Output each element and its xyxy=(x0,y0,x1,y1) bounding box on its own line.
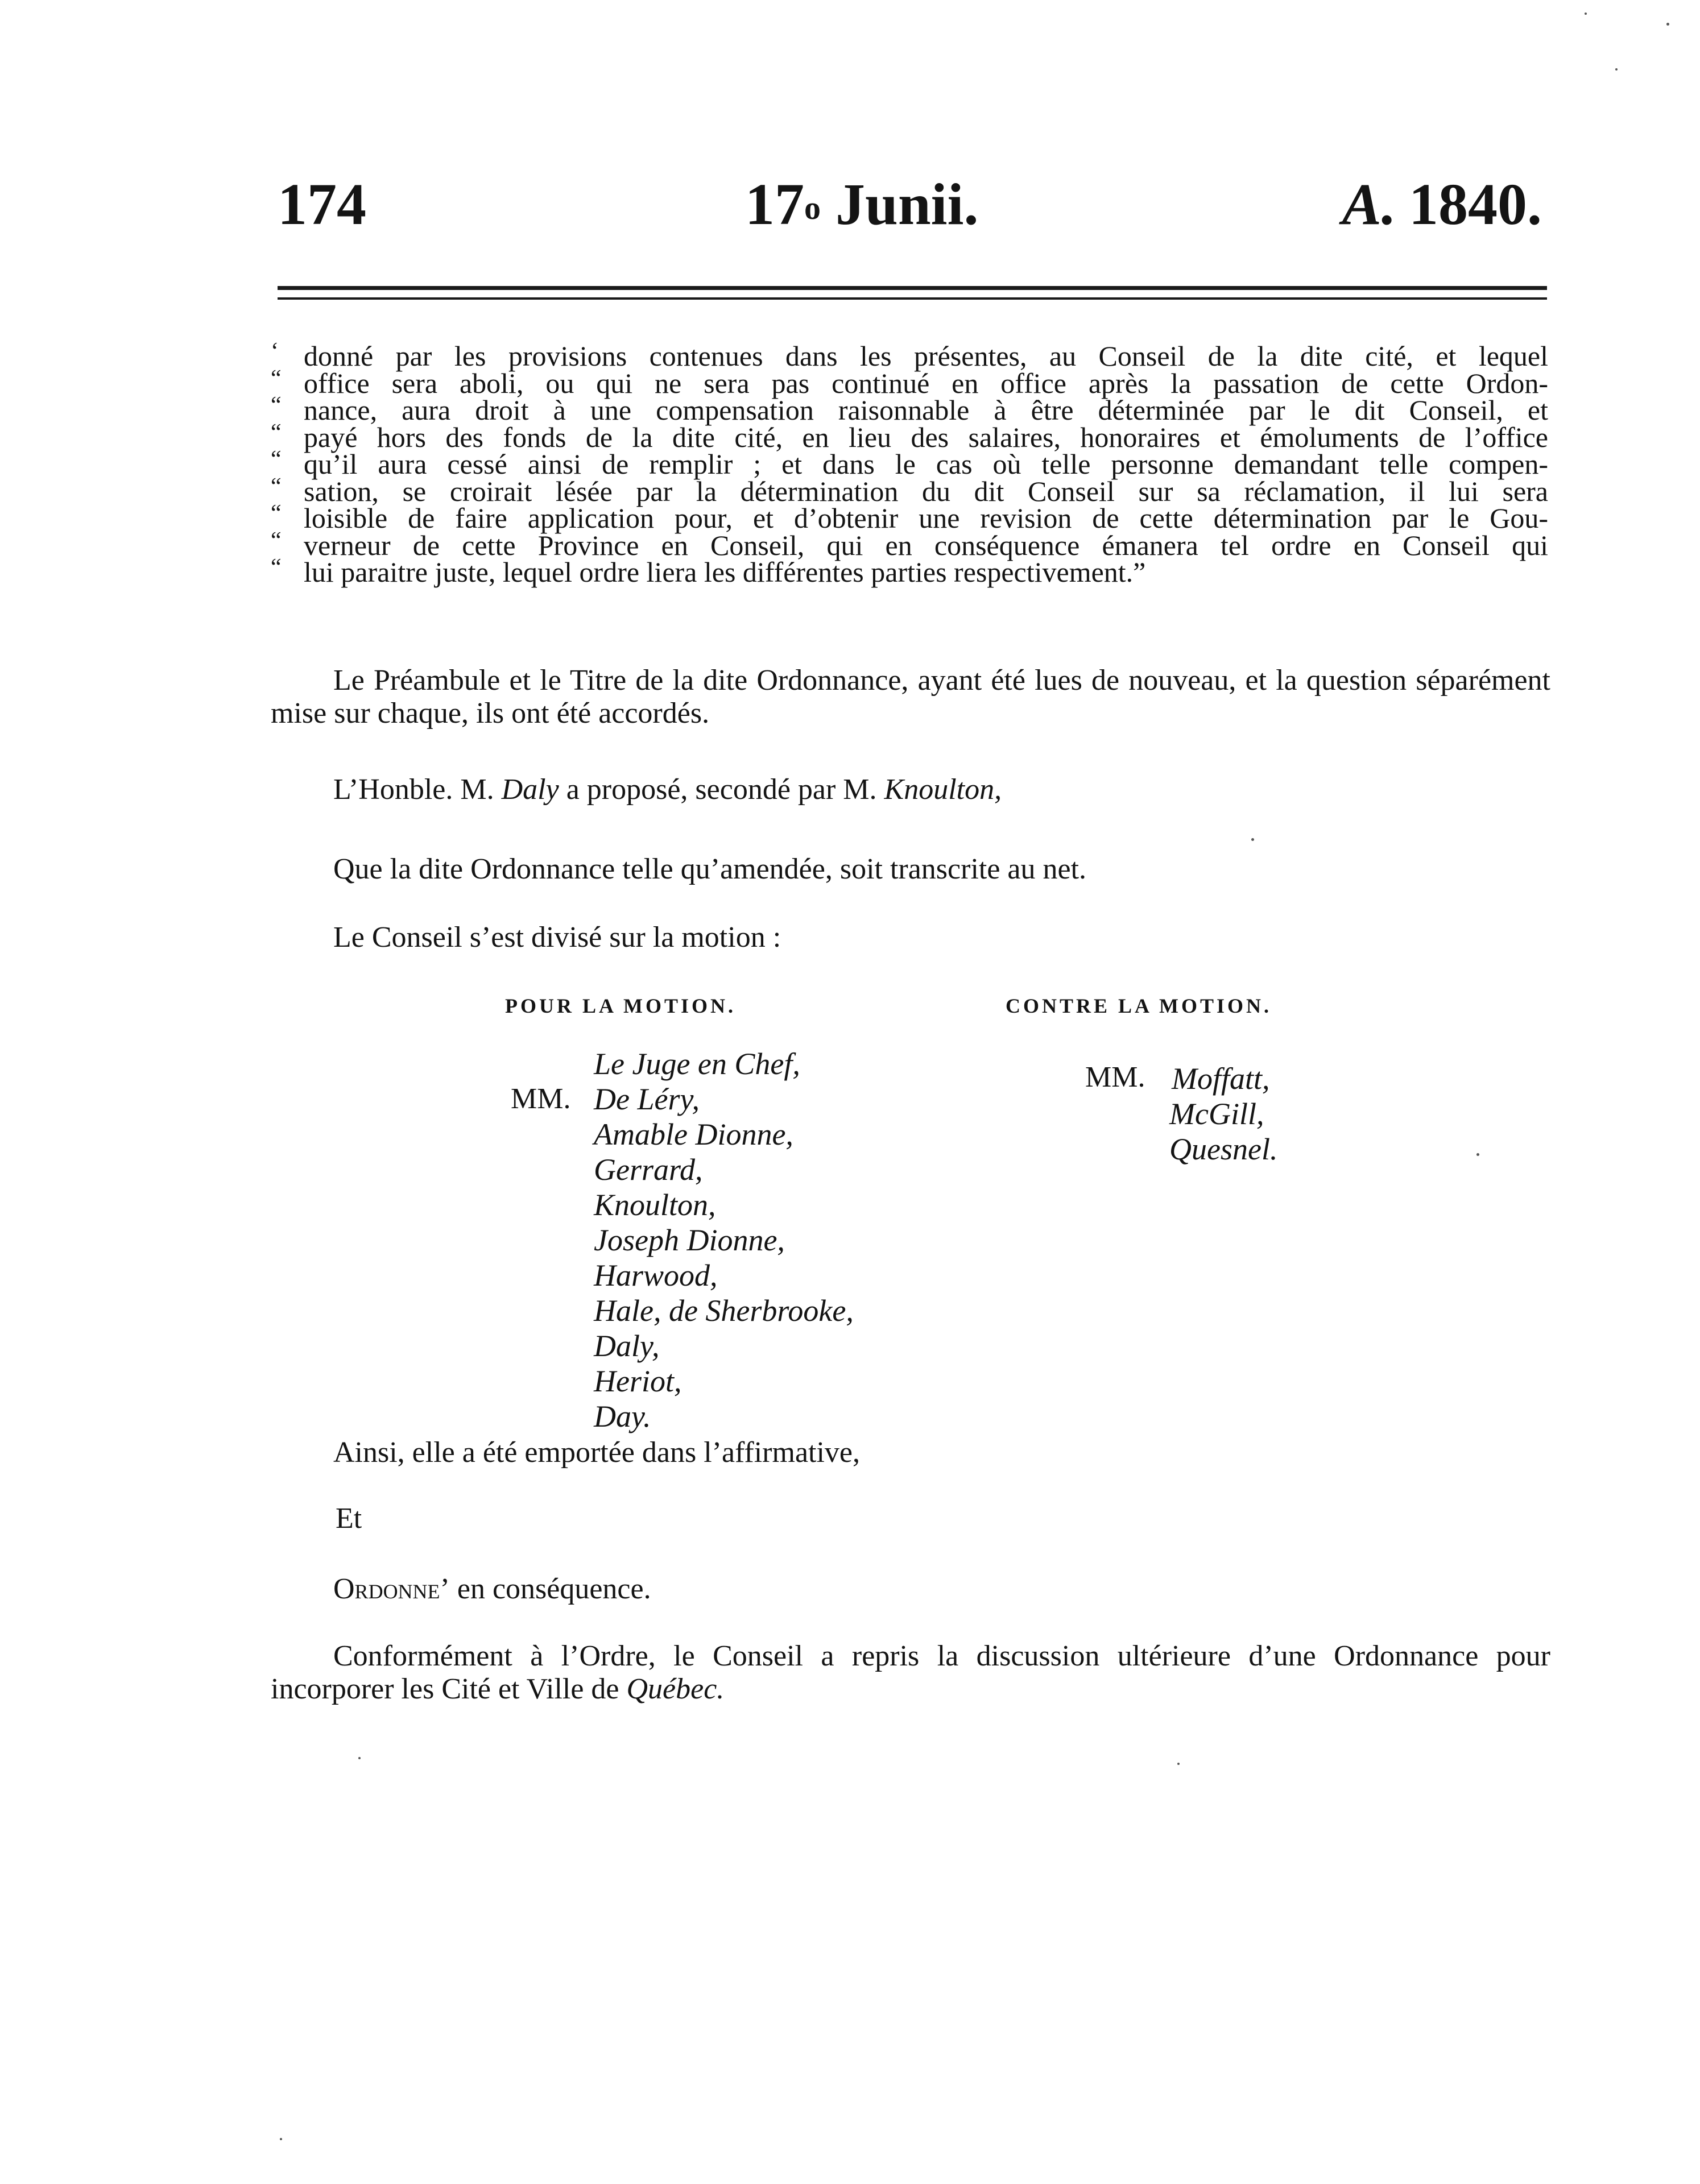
contre-name: Moffatt, xyxy=(1172,1062,1270,1096)
quote-line-text: payé hors des fonds de la dite cité, en lieu des salaires, honoraires et émoluments de l’office xyxy=(304,421,1548,453)
quote-line-text: loisible de faire application pour, et d’obtenir une revision de cette détermination par le Gou- xyxy=(304,502,1548,534)
scan-speck xyxy=(1251,838,1254,841)
header-rule-thin xyxy=(278,297,1547,300)
quote-line-text: office sera aboli, ou qui ne sera pas continué en office après la passation de cette Ordon- xyxy=(304,367,1548,399)
pour-name: Harwood, xyxy=(594,1258,718,1292)
quote-mark: “ xyxy=(271,392,282,418)
pour-name: De Léry, xyxy=(594,1082,700,1116)
quote-line-text: nance, aura droit à une compensation raisonnable à être déterminée par le dit Conseil, et xyxy=(304,394,1548,426)
contre-name: McGill, xyxy=(1169,1097,1264,1131)
quote-line xyxy=(271,338,1548,372)
pour-name: Knoulton, xyxy=(594,1188,716,1222)
ordonne-line xyxy=(333,1573,651,1606)
pour-name: Joseph Dionne, xyxy=(594,1223,785,1257)
conformement-text: Conformément à l’Ordre, le Conseil a repris la discussion ultérieure d’une Ordonnance pour incorporer les Cité et Ville de xyxy=(271,1640,1550,1705)
motion-prefix: L’Honble. M. xyxy=(333,773,494,806)
year-prefix: A. xyxy=(1342,172,1396,237)
motion-text: Que la dite Ordonnance telle qu’amendée, soit transcrite au net. xyxy=(333,853,1087,885)
scan-speck xyxy=(1666,23,1669,26)
contre-names-list xyxy=(1169,1061,1278,1167)
contre-name: Quesnel. xyxy=(1169,1132,1278,1166)
quote-line xyxy=(271,392,1548,426)
pour-names-list xyxy=(594,1046,854,1434)
quote-mark: “ xyxy=(271,500,282,527)
quote-line-text: verneur de cette Province en Conseil, qui en conséquence émanera tel ordre en Conseil qui xyxy=(304,529,1548,561)
scan-speck xyxy=(1177,1763,1180,1765)
quote-line xyxy=(271,527,1548,561)
scan-speck xyxy=(358,1757,361,1759)
division-line: Le Conseil s’est divisé sur la motion : xyxy=(333,921,781,954)
quote-line-text: qu’il aura cessé ainsi de remplir ; et dans le cas où telle personne demandant telle compen- xyxy=(304,448,1548,480)
quote-line-text: lui paraitre juste, lequel ordre liera les différentes parties respectivement.” xyxy=(304,556,1146,588)
quote-line xyxy=(271,446,1548,480)
et-line: Et xyxy=(336,1502,362,1535)
motion-seconder: Knoulton, xyxy=(884,773,1002,806)
quote-line-text: donné par les provisions contenues dans les présentes, au Conseil de la dite cité, et lequel xyxy=(304,340,1548,372)
pour-mm-label: MM. xyxy=(511,1083,571,1115)
contre-mm-label: MM. xyxy=(1085,1061,1145,1093)
pour-name: Amable Dionne, xyxy=(594,1117,793,1151)
header-rule-thick xyxy=(278,286,1547,290)
scan-speck xyxy=(1476,1153,1479,1156)
preamble-paragraph: Le Préambule et le Titre de la dite Ordonnance, ayant été lues de nouveau, et la question séparément mise sur chaque, ils ont été accordés. xyxy=(271,664,1550,730)
quote-mark: “ xyxy=(271,365,282,392)
page-number: 174 xyxy=(278,172,366,237)
pour-heading: POUR LA MOTION. xyxy=(505,994,737,1017)
pour-name: Day. xyxy=(594,1399,651,1433)
pour-name: Hale, de Sherbrooke, xyxy=(594,1294,854,1328)
ordonne-word: Ordonne’ xyxy=(333,1573,450,1605)
quote-line-text: sation, se croirait lésée par la détermination du dit Conseil sur sa réclamation, il lui sera xyxy=(304,475,1548,507)
pour-name: Le Juge en Chef, xyxy=(594,1047,800,1081)
year-value: 1840. xyxy=(1409,172,1542,237)
result-line: Ainsi, elle a été emportée dans l’affirmative, xyxy=(333,1436,860,1469)
motion-line xyxy=(333,773,1002,806)
scan-speck xyxy=(1615,68,1618,71)
date-day: 17 xyxy=(745,172,804,237)
date-ordinal: o xyxy=(804,189,821,226)
pour-name: Daly, xyxy=(594,1329,660,1363)
quoted-clause xyxy=(271,338,1548,588)
quote-mark: “ xyxy=(271,419,282,446)
scan-speck xyxy=(1585,13,1587,15)
conformement-paragraph xyxy=(271,1640,1550,1706)
quote-mark: “ xyxy=(271,554,282,581)
motion-middle: a proposé, secondé par M. xyxy=(566,773,877,806)
quote-line xyxy=(271,419,1548,453)
quote-mark: “ xyxy=(271,473,282,500)
quote-mark: “ xyxy=(271,527,282,554)
page-year xyxy=(1342,171,1542,239)
contre-heading: CONTRE LA MOTION. xyxy=(1006,994,1272,1017)
quote-mark: ‘ xyxy=(271,338,279,364)
date-month: Junii. xyxy=(835,172,979,237)
scan-speck xyxy=(280,2138,282,2140)
conformement-place: Québec. xyxy=(626,1673,725,1705)
quote-line xyxy=(271,365,1548,399)
quote-line xyxy=(271,554,1548,588)
pour-name: Gerrard, xyxy=(594,1153,703,1187)
quote-line xyxy=(271,473,1548,507)
quote-line xyxy=(271,500,1548,534)
page-date xyxy=(745,171,978,239)
pour-name: Heriot, xyxy=(594,1364,682,1398)
motion-mover: Daly xyxy=(501,773,559,806)
quote-mark: “ xyxy=(271,446,282,473)
ordonne-rest: en conséquence. xyxy=(457,1573,651,1605)
